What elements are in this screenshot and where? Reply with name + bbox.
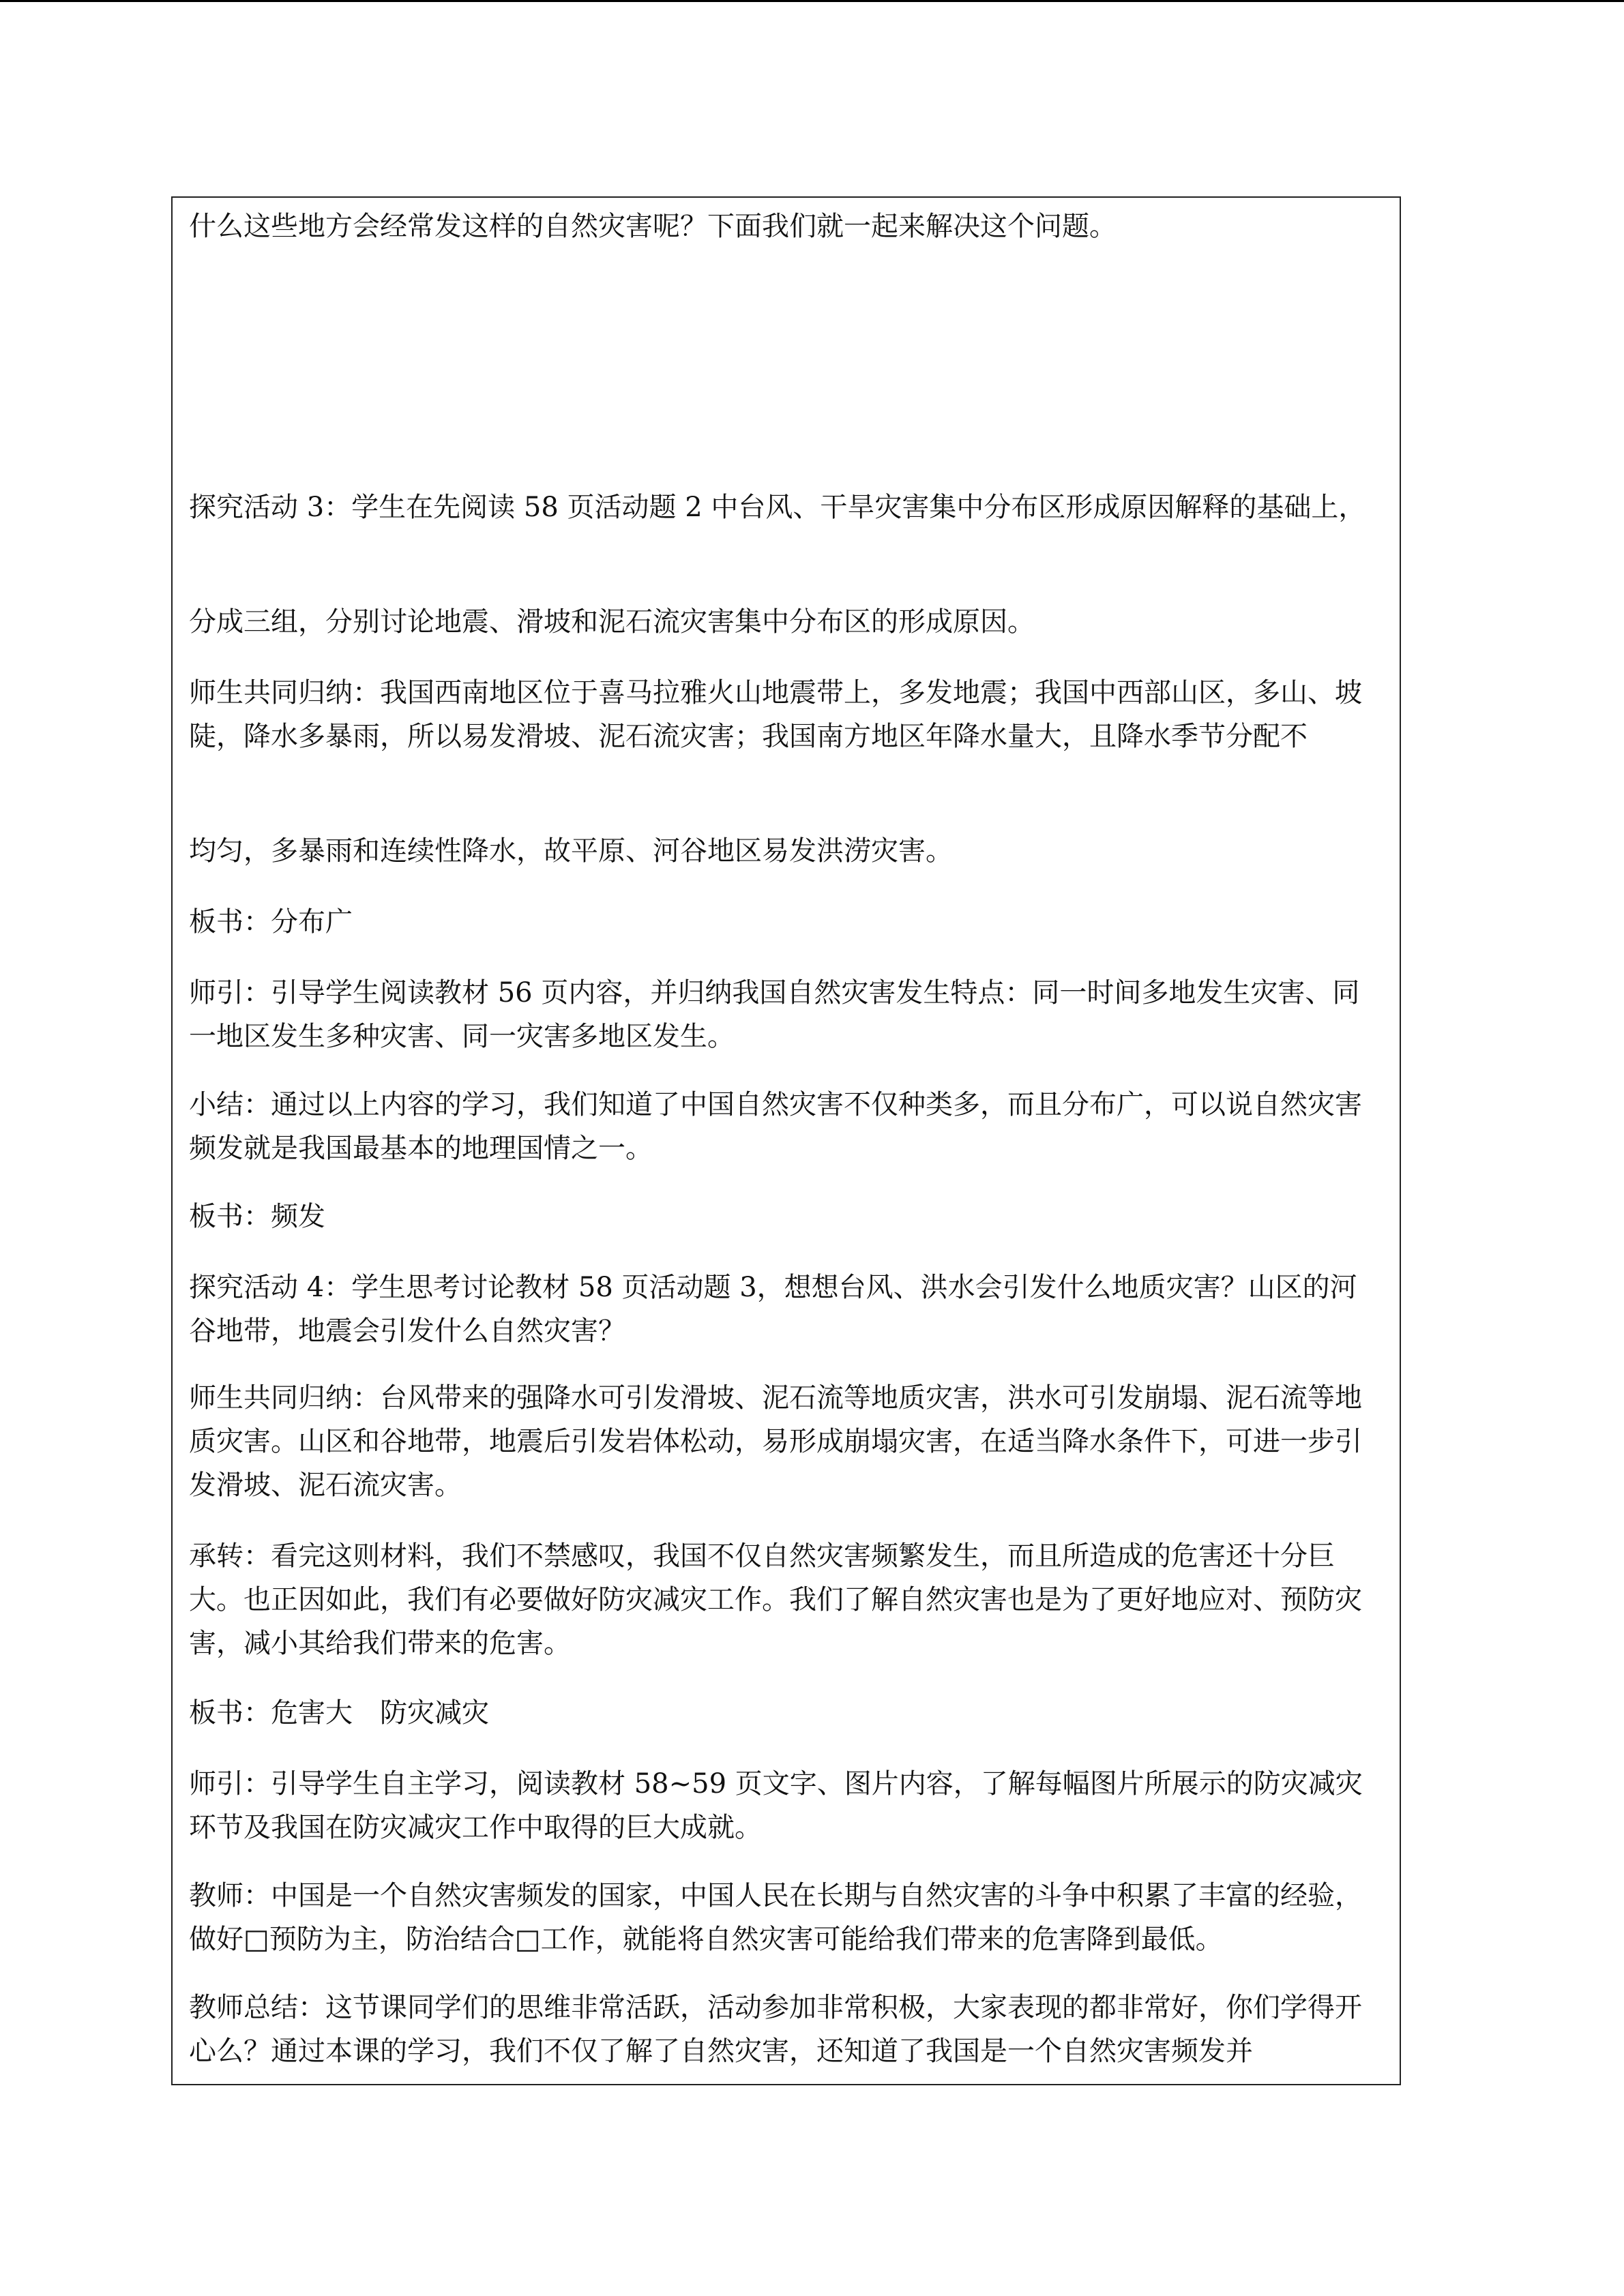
paragraph-brief-summary: 小结：通过以上内容的学习，我们知道了中国自然灾害不仅种类多，而且分布广，可以说自然灾害频发就是我国最基本的地理国情之一。 [189,1089,1362,1164]
paragraph-flood-causes: 均匀，多暴雨和连续性降水，故平原、河谷地区易发洪涝灾害。 [189,835,953,867]
paragraph-teacher-statement: 教师：中国是一个自然灾害频发的国家，中国人民在长期与自然灾害的斗争中积累了丰富的经验，做好□预防为主，防治结合□工作，就能将自然灾害可能给我们带来的危害降到最低。 [189,1880,1362,1955]
paragraph-summary-causes: 师生共同归纳：我国西南地区位于喜马拉雅火山地震带上，多发地震；我国中西部山区，多山、坡陡，降水多暴雨，所以易发滑坡、泥石流灾害；我国南方地区年降水量大，且降水季节分配不 [189,677,1362,752]
paragraph-teacher-guide-1: 师引：引导学生阅读教材 56 页内容，并归纳我国自然灾害发生特点：同一时间多地发生灾害、同一地区发生多种灾害、同一灾害多地区发生。 [189,977,1360,1052]
paragraph-activity-3: 探究活动 3：学生在先阅读 58 页活动题 2 中台风、干旱灾害集中分布区形成原因解释的基础上， [189,492,1366,523]
page-top-rule [0,0,1624,2]
paragraph-board-hazard-prevention: 板书：危害大 防灾减灾 [189,1697,489,1729]
paragraph-transition: 承转：看完这则材料，我们不禁感叹，我国不仅自然灾害频繁发生，而且所造成的危害还十分巨大。也正因如此，我们有必要做好防灾减灾工作。我们了解自然灾害也是为了更好地应对、预防灾害，减小其给我们带来的危害。 [189,1540,1362,1659]
paragraph-intro-question: 什么这些地方会经常发这样的自然灾害呢？下面我们就一起来解决这个问题。 [189,211,1117,242]
paragraph-board-widespread: 板书：分布广 [189,906,353,938]
paragraph-activity-4: 探究活动 4：学生思考讨论教材 58 页活动题 3，想想台风、洪水会引发什么地质灾害？山区的河谷地带，地震会引发什么自然灾害？ [189,1272,1357,1347]
paragraph-board-frequent: 板书：频发 [189,1201,325,1232]
paragraph-teacher-conclusion: 教师总结：这节课同学们的思维非常活跃，活动参加非常积极，大家表现的都非常好，你们学得开心么？通过本课的学习，我们不仅了解了自然灾害，还知道了我国是一个自然灾害频发并 [189,1992,1362,2067]
lesson-content-box [171,196,1401,2085]
paragraph-teacher-guide-2: 师引：引导学生自主学习，阅读教材 58~59 页文字、图片内容，了解每幅图片所展示的防灾减灾环节及我国在防灾减灾工作中取得的巨大成就。 [189,1768,1363,1843]
paragraph-group-discussion: 分成三组，分别讨论地震、滑坡和泥石流灾害集中分布区的形成原因。 [189,606,1035,638]
paragraph-summary-secondary-hazards: 师生共同归纳：台风带来的强降水可引发滑坡、泥石流等地质灾害，洪水可引发崩塌、泥石流等地质灾害。山区和谷地带，地震后引发岩体松动，易形成崩塌灾害，在适当降水条件下，可进一步引发滑坡、泥石流灾害。 [189,1382,1362,1501]
